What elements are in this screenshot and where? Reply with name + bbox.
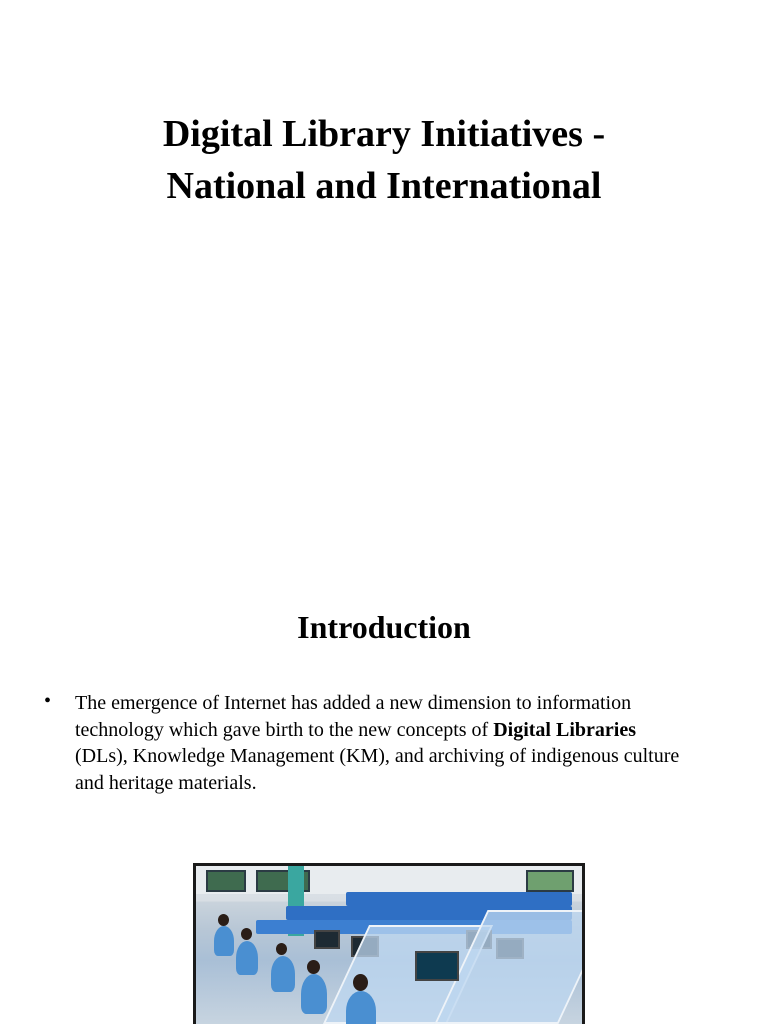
photo-person <box>214 926 234 956</box>
photo-person <box>271 956 295 992</box>
bullet-text <box>75 692 679 794</box>
photo-person-head <box>307 960 320 974</box>
bullet-item <box>44 690 684 796</box>
section-heading-introduction: Introduction <box>297 609 471 645</box>
photo-person-head <box>353 974 368 991</box>
photo-person <box>346 991 376 1024</box>
photo-person <box>301 974 327 1014</box>
bullet-text-bold: Digital Libraries <box>493 718 636 741</box>
photo-ceiling <box>196 866 582 894</box>
bullet-list <box>44 690 684 796</box>
computer-lab-photo <box>193 863 585 1024</box>
photo-person <box>236 941 258 975</box>
bullet-text-after: (DLs), Knowledge Management (KM), and archiving of indigenous culture and heritage materials. <box>75 745 680 794</box>
photo-desk-row <box>346 892 572 906</box>
photo-window <box>206 870 246 892</box>
photo-person-head <box>241 928 252 940</box>
photo-person-head <box>218 914 229 926</box>
photo-monitor <box>415 951 459 981</box>
photo-monitor <box>314 930 340 949</box>
photo-window <box>526 870 574 892</box>
slide-title <box>0 108 768 212</box>
bullet-text-before: The emergence of Internet has added a new dimension to information technology which gave birth to the new concepts of <box>75 692 632 741</box>
bullet-marker: • <box>44 690 52 712</box>
slide-title-line-1: Digital Library Initiatives - <box>162 113 606 155</box>
photo-person-head <box>276 943 287 955</box>
slide-title-line-2: National and International <box>166 165 602 207</box>
